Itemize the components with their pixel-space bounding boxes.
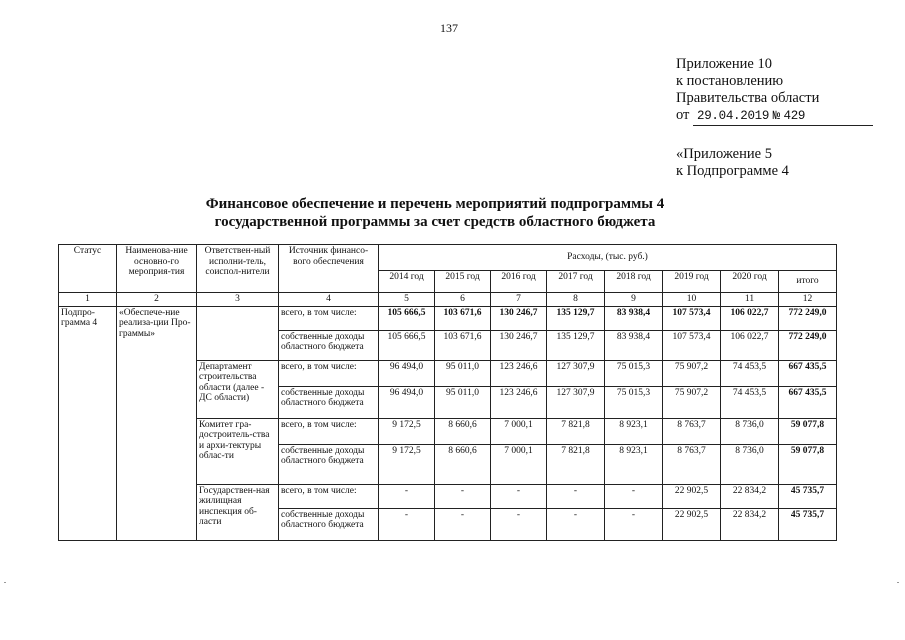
- appendix-line-3: Правительства области: [676, 90, 820, 106]
- source-cell: всего, в том числе:: [279, 484, 379, 508]
- column-number: 12: [779, 293, 837, 307]
- value-cell: 7 821,8: [547, 444, 605, 484]
- document-title: [60, 195, 810, 231]
- value-cell: 127 307,9: [547, 360, 605, 386]
- value-cell: 95 011,0: [435, 386, 491, 418]
- appendix-line-2: к постановлению: [676, 73, 784, 89]
- value-cell: 130 246,7: [491, 330, 547, 360]
- value-cell: -: [435, 508, 491, 540]
- value-cell: 8 736,0: [721, 418, 779, 444]
- column-number: 2: [117, 293, 197, 307]
- value-cell: -: [379, 508, 435, 540]
- scan-mark: [897, 582, 899, 583]
- appendix-date-line: [676, 107, 873, 126]
- value-cell: 135 129,7: [547, 330, 605, 360]
- column-number: 6: [435, 293, 491, 307]
- source-cell: собственные доходы областного бюджета: [279, 330, 379, 360]
- source-cell: всего, в том числе:: [279, 360, 379, 386]
- value-cell: 8 763,7: [663, 418, 721, 444]
- value-cell: 105 666,5: [379, 330, 435, 360]
- total-cell: 45 735,7: [779, 508, 837, 540]
- source-cell: всего, в том числе:: [279, 306, 379, 330]
- value-cell: 135 129,7: [547, 306, 605, 330]
- value-cell: 106 022,7: [721, 330, 779, 360]
- finance-table: [58, 244, 837, 541]
- value-cell: -: [491, 484, 547, 508]
- header-year: 2020 год: [721, 271, 779, 293]
- column-number: 3: [197, 293, 279, 307]
- value-cell: 8 660,6: [435, 418, 491, 444]
- column-number: 4: [279, 293, 379, 307]
- header-year: 2016 год: [491, 271, 547, 293]
- value-cell: 75 907,2: [663, 360, 721, 386]
- value-cell: 74 453,5: [721, 386, 779, 418]
- value-cell: 123 246,6: [491, 360, 547, 386]
- value-cell: 130 246,7: [491, 306, 547, 330]
- total-cell: 45 735,7: [779, 484, 837, 508]
- page-number: 137: [440, 21, 458, 35]
- value-cell: 103 671,6: [435, 330, 491, 360]
- value-cell: 103 671,6: [435, 306, 491, 330]
- value-cell: 8 923,1: [605, 418, 663, 444]
- value-cell: 8 763,7: [663, 444, 721, 484]
- total-cell: 772 249,0: [779, 306, 837, 330]
- value-cell: 105 666,5: [379, 306, 435, 330]
- header-year: 2015 год: [435, 271, 491, 293]
- title-line-1: Финансовое обеспечение и перечень мероприятий подпрограммы 4: [205, 196, 665, 212]
- value-cell: 8 660,6: [435, 444, 491, 484]
- value-cell: -: [491, 508, 547, 540]
- header-year: 2019 год: [663, 271, 721, 293]
- value-cell: -: [547, 484, 605, 508]
- measure-name-cell: «Обеспече-ние реализа-ции Про-граммы»: [117, 306, 197, 540]
- reference-line-1: «Приложение 5: [676, 146, 772, 162]
- value-cell: -: [435, 484, 491, 508]
- header-total: итого: [779, 271, 837, 293]
- total-cell: 667 435,5: [779, 386, 837, 418]
- source-cell: собственные доходы областного бюджета: [279, 386, 379, 418]
- column-number: 9: [605, 293, 663, 307]
- value-cell: 127 307,9: [547, 386, 605, 418]
- value-cell: 22 902,5: [663, 508, 721, 540]
- value-cell: 22 834,2: [721, 508, 779, 540]
- appendix-line-1: Приложение 10: [676, 56, 772, 72]
- column-number-row: [59, 293, 837, 307]
- column-number: 10: [663, 293, 721, 307]
- value-cell: 22 834,2: [721, 484, 779, 508]
- value-cell: 9 172,5: [379, 444, 435, 484]
- header-status: Статус: [59, 245, 117, 293]
- value-cell: 8 736,0: [721, 444, 779, 484]
- value-cell: -: [379, 484, 435, 508]
- value-cell: -: [605, 508, 663, 540]
- value-cell: 107 573,4: [663, 330, 721, 360]
- signature-line: [693, 107, 873, 126]
- scan-mark: [4, 582, 6, 583]
- source-cell: собственные доходы областного бюджета: [279, 508, 379, 540]
- value-cell: 7 821,8: [547, 418, 605, 444]
- value-cell: 75 907,2: [663, 386, 721, 418]
- source-cell: собственные доходы областного бюджета: [279, 444, 379, 484]
- from-label: от: [676, 107, 690, 123]
- header-name: Наименова-ние основно-го мероприя-тия: [117, 245, 197, 293]
- appendix-block: [676, 56, 873, 126]
- table-row: [59, 306, 837, 330]
- header-expenses: Расходы, (тыс. руб.): [379, 245, 837, 271]
- column-number: 5: [379, 293, 435, 307]
- value-cell: 7 000,1: [491, 418, 547, 444]
- value-cell: 9 172,5: [379, 418, 435, 444]
- value-cell: -: [605, 484, 663, 508]
- total-cell: 59 077,8: [779, 444, 837, 484]
- total-cell: 667 435,5: [779, 360, 837, 386]
- column-number: 11: [721, 293, 779, 307]
- value-cell: -: [547, 508, 605, 540]
- column-number: 8: [547, 293, 605, 307]
- value-cell: 8 923,1: [605, 444, 663, 484]
- number-label: №: [772, 109, 780, 123]
- value-cell: 106 022,7: [721, 306, 779, 330]
- total-cell: 772 249,0: [779, 330, 837, 360]
- executor-cell: Комитет гра-достроитель-ства и архи-тектуры облас-ти: [197, 418, 279, 484]
- value-cell: 74 453,5: [721, 360, 779, 386]
- value-cell: 75 015,3: [605, 360, 663, 386]
- reference-line-2: к Подпрограмме 4: [676, 163, 789, 179]
- executor-cell-empty: [197, 306, 279, 360]
- executor-cell: Государствен-ная жилищная инспекция об-ласти: [197, 484, 279, 540]
- value-cell: 22 902,5: [663, 484, 721, 508]
- source-cell: всего, в том числе:: [279, 418, 379, 444]
- header-year: 2017 год: [547, 271, 605, 293]
- value-cell: 75 015,3: [605, 386, 663, 418]
- status-cell: Подпро-грамма 4: [59, 306, 117, 540]
- column-number: 7: [491, 293, 547, 307]
- decree-date: 29.04.2019: [697, 109, 770, 123]
- value-cell: 83 938,4: [605, 306, 663, 330]
- column-number: 1: [59, 293, 117, 307]
- value-cell: 7 000,1: [491, 444, 547, 484]
- executor-cell: Департамент строительства области (далее - ДС области): [197, 360, 279, 418]
- value-cell: 83 938,4: [605, 330, 663, 360]
- value-cell: 96 494,0: [379, 386, 435, 418]
- value-cell: 107 573,4: [663, 306, 721, 330]
- total-cell: 59 077,8: [779, 418, 837, 444]
- header-year: 2014 год: [379, 271, 435, 293]
- decree-number: 429: [783, 109, 806, 123]
- header-source: Источник финансо-вого обеспечения: [279, 245, 379, 293]
- reference-block: [676, 146, 789, 180]
- header-year: 2018 год: [605, 271, 663, 293]
- header-responsible: Ответствен-ный исполни-тель, соиспол-нители: [197, 245, 279, 293]
- title-line-2: государственной программы за счет средств областного бюджета: [214, 214, 656, 230]
- value-cell: 123 246,6: [491, 386, 547, 418]
- value-cell: 96 494,0: [379, 360, 435, 386]
- value-cell: 95 011,0: [435, 360, 491, 386]
